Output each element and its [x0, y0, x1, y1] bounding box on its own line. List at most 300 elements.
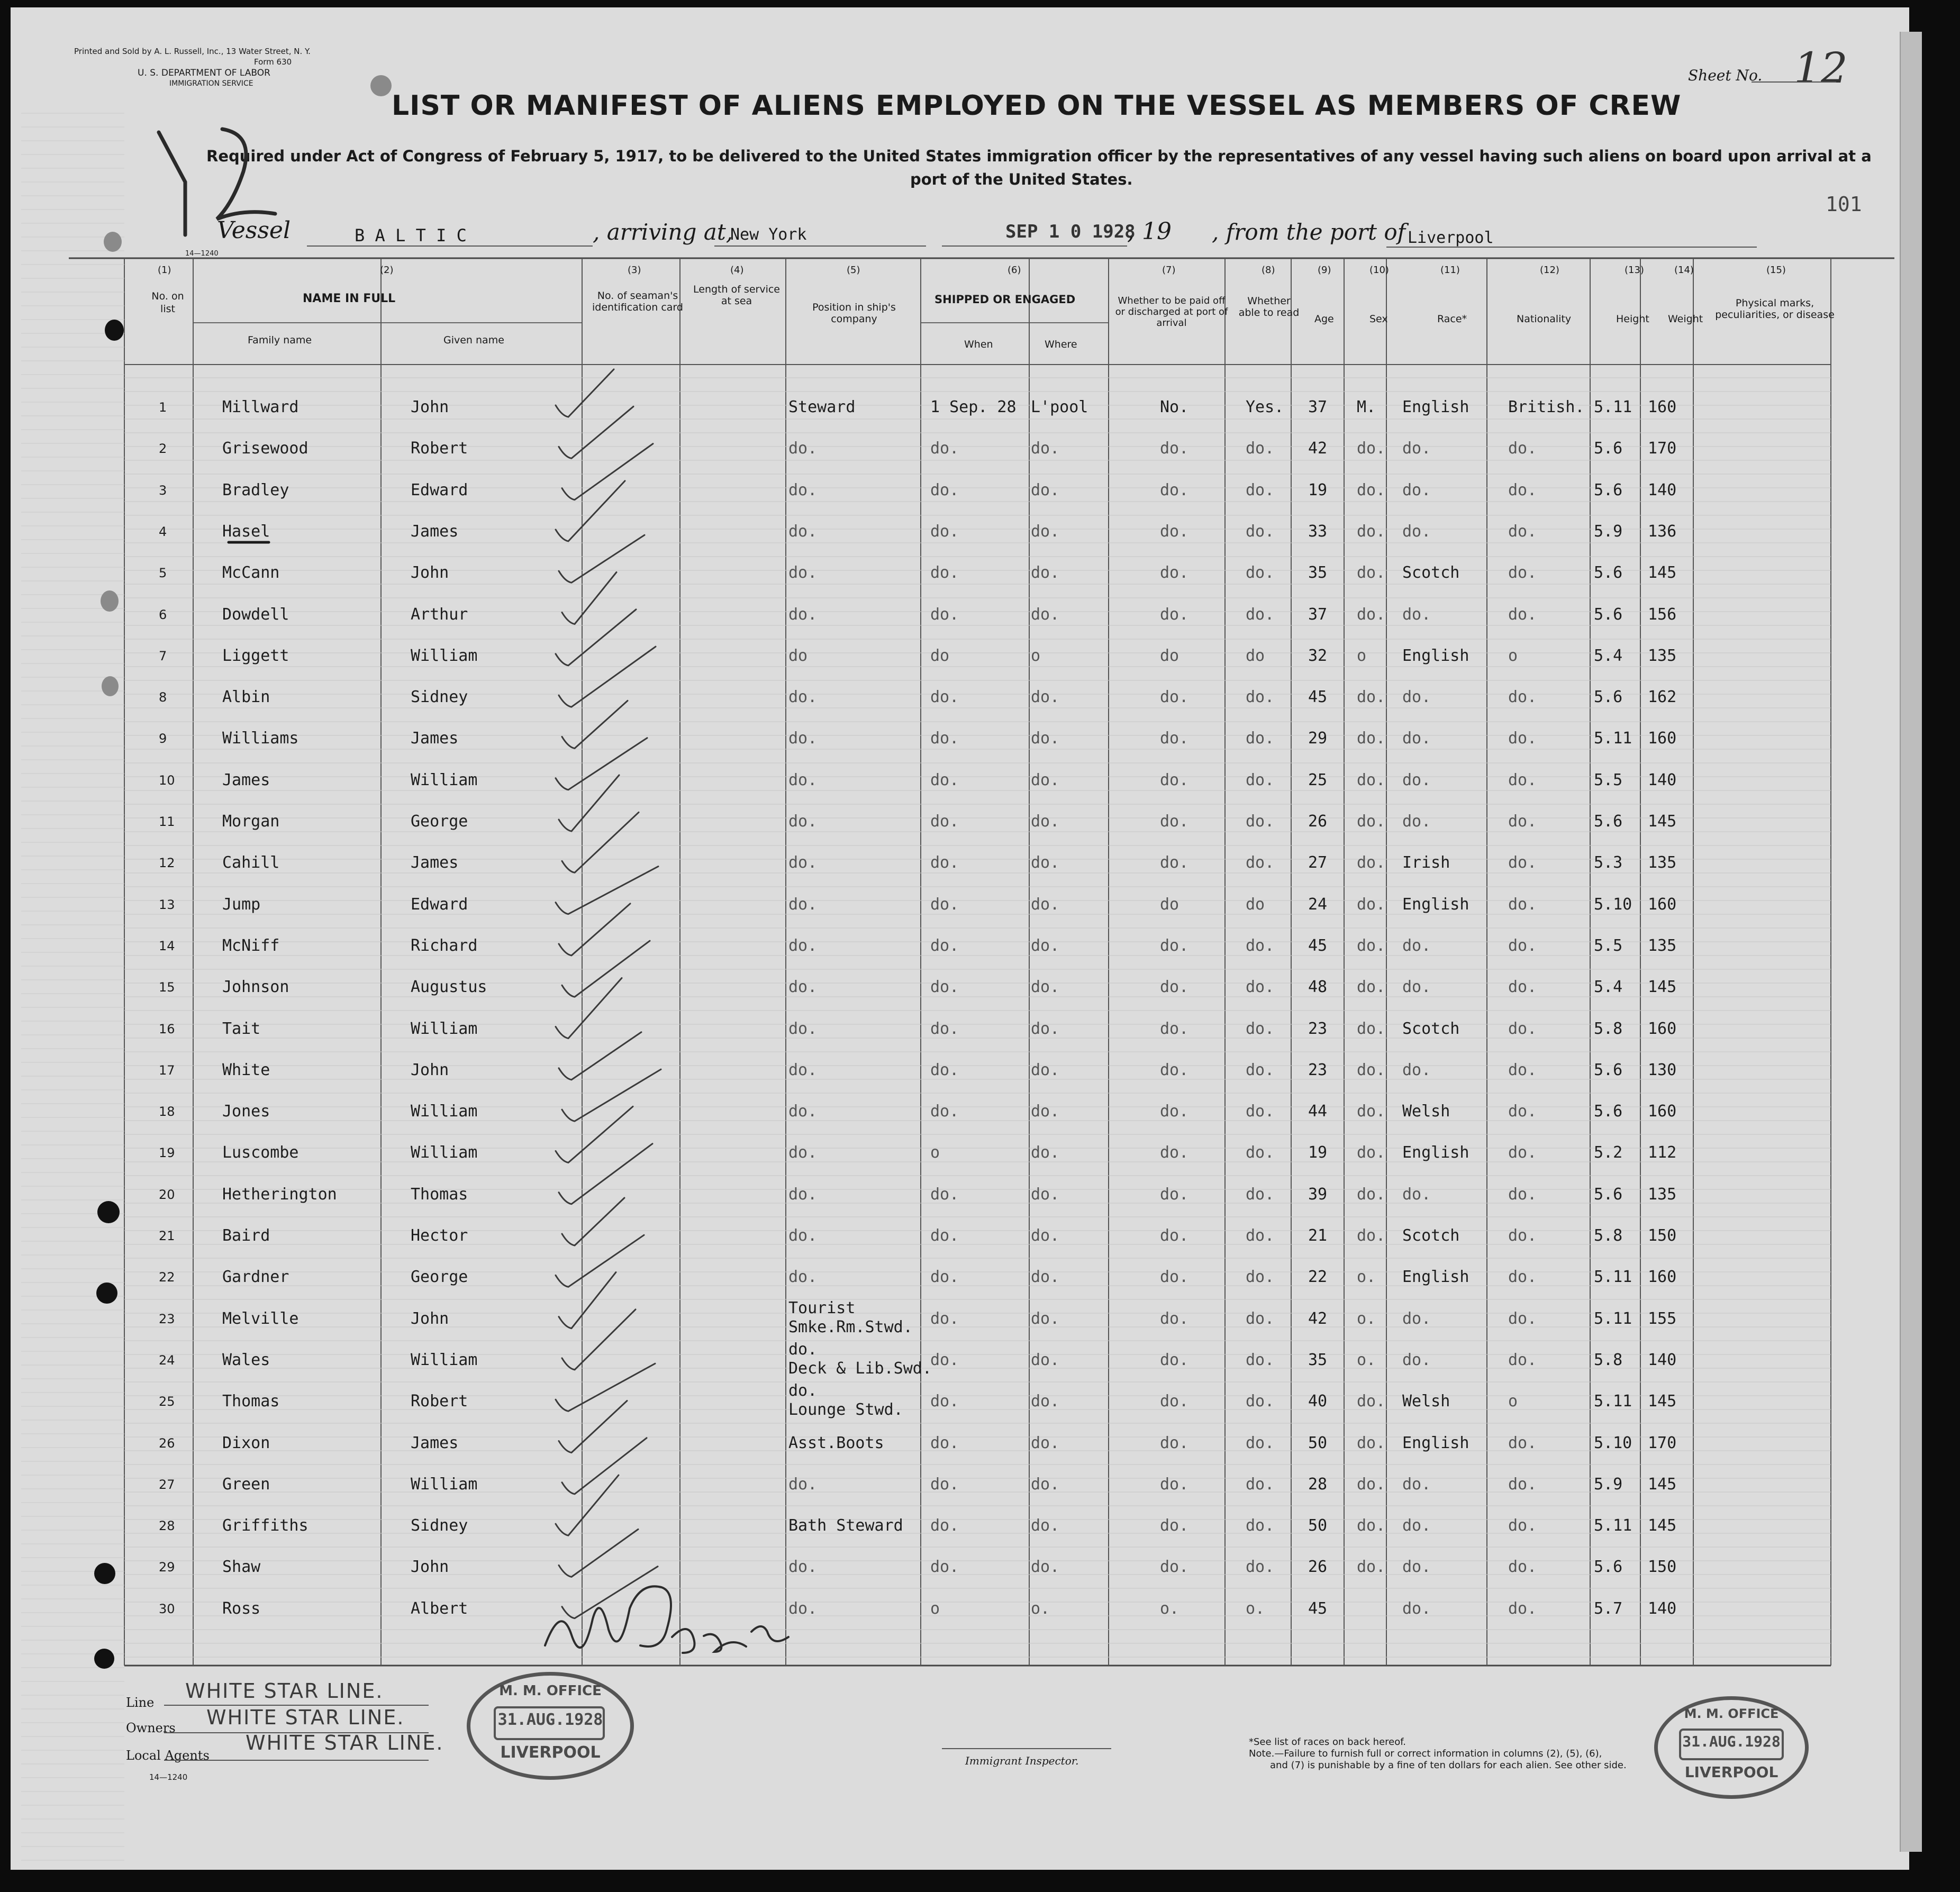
cell-position: do.: [788, 522, 818, 541]
cell-age: 23: [1308, 1019, 1328, 1038]
col8-number: (8): [1262, 265, 1275, 276]
cell-weight: 135: [1648, 936, 1677, 955]
cell-race: do.: [1402, 812, 1431, 831]
year-label: , 19: [1127, 218, 1172, 245]
cell-sex: do.: [1357, 936, 1386, 955]
agents-label: Local Agents: [126, 1748, 210, 1763]
cell-paid: do.: [1160, 688, 1189, 707]
cell-when: do.: [930, 605, 959, 624]
col12-number: (12): [1540, 265, 1559, 276]
cell-height: 5.3: [1594, 853, 1623, 872]
cell-given: John: [411, 1309, 449, 1328]
col6b-header: Where: [1045, 339, 1077, 350]
cell-race: do.: [1402, 439, 1431, 458]
note-line-1: Note.—Failure to furnish full or correct information in columns (2), (5), (6),: [1249, 1748, 1602, 1759]
cell-paid: do.: [1160, 1060, 1189, 1079]
cell-paid: do.: [1160, 812, 1189, 831]
cell-sex: do.: [1357, 439, 1386, 458]
cell-given: Sidney: [411, 688, 468, 707]
cell-race: do.: [1402, 770, 1431, 789]
cell-age: 45: [1308, 688, 1328, 707]
cell-where: do.: [1031, 1268, 1060, 1287]
inspector-label: Immigrant Inspector.: [965, 1754, 1079, 1767]
col11-number: (11): [1440, 265, 1460, 276]
cell-read: o.: [1246, 1599, 1265, 1618]
checkmark: [559, 1144, 652, 1204]
cell-family: Wales: [222, 1350, 270, 1369]
col1-number: (1): [158, 265, 171, 276]
cell-family: Dixon: [222, 1433, 270, 1452]
cell-age: 40: [1308, 1392, 1328, 1411]
cell-family: Baird: [222, 1226, 270, 1245]
cell-age: 22: [1308, 1268, 1328, 1287]
cell-age: 21: [1308, 1226, 1328, 1245]
cell-height: 5.8: [1594, 1226, 1623, 1245]
cell-height: 5.9: [1594, 522, 1623, 541]
cell-where: do.: [1031, 1475, 1060, 1494]
cell-nat: o: [1508, 1392, 1518, 1411]
vessel-label: Vessel: [217, 217, 291, 244]
form-code-bottom: 14—1240: [149, 1772, 188, 1782]
cell-when: do.: [930, 895, 959, 914]
cell-position: do.: [788, 729, 818, 748]
cell-when: do.: [930, 563, 959, 583]
cell-weight: 112: [1648, 1143, 1677, 1162]
cell-nat: do.: [1508, 480, 1537, 499]
cell-no: 21: [159, 1229, 175, 1243]
cell-family: Dowdell: [222, 605, 289, 624]
cell-no: 5: [159, 566, 167, 581]
cell-where: do.: [1031, 1060, 1060, 1079]
cell-no: 20: [159, 1187, 175, 1202]
cell-height: 5.8: [1594, 1019, 1623, 1038]
cell-paid: do.: [1160, 978, 1189, 997]
cell-when: do.: [930, 1475, 959, 1494]
cell-read: do.: [1246, 853, 1275, 872]
cell-sex: do.: [1357, 812, 1386, 831]
cell-age: 29: [1308, 729, 1328, 748]
cell-read: do.: [1246, 1350, 1275, 1369]
manifest-sheet: [11, 7, 1909, 1870]
cell-race: do.: [1402, 1060, 1431, 1079]
cell-nat: do.: [1508, 1185, 1537, 1204]
cell-when: do.: [930, 1185, 959, 1204]
cell-nat: do.: [1508, 1433, 1537, 1452]
checkmark: [559, 1529, 638, 1577]
cell-weight: 145: [1648, 563, 1677, 583]
handwritten-corner-mark: [217, 129, 275, 219]
cell-nat: do.: [1508, 978, 1537, 997]
cell-nat: do.: [1508, 812, 1537, 831]
cell-where: do.: [1031, 978, 1060, 997]
cell-position: do.: [788, 936, 818, 955]
cell-sex: do.: [1357, 1392, 1386, 1411]
cell-nat: do.: [1508, 1060, 1537, 1079]
cell-no: 24: [159, 1352, 175, 1368]
cell-family: James: [222, 770, 270, 789]
cell-nat: o: [1508, 646, 1518, 665]
checkmark: [556, 867, 658, 914]
cell-given: George: [411, 812, 468, 831]
cell-paid: do.: [1160, 1433, 1189, 1452]
cell-height: 5.11: [1594, 1516, 1632, 1535]
cell-read: do.: [1246, 1268, 1275, 1287]
col2b-header: Given name: [443, 334, 504, 346]
cell-nat: do.: [1508, 1516, 1537, 1535]
cell-weight: 160: [1648, 729, 1677, 748]
cell-sex: do.: [1357, 1143, 1386, 1162]
cell-sex: o.: [1357, 1309, 1376, 1328]
cell-age: 50: [1308, 1433, 1328, 1452]
cell-given: Robert: [411, 439, 468, 458]
col6-number: (6): [1008, 265, 1021, 276]
cell-when: do.: [930, 729, 959, 748]
cell-where: do.: [1031, 439, 1060, 458]
cell-family: Hetherington: [222, 1185, 337, 1204]
cell-when: o: [930, 1599, 940, 1618]
cell-read: do.: [1246, 1433, 1275, 1452]
cell-paid: do.: [1160, 729, 1189, 748]
col5-number: (5): [847, 265, 860, 276]
cell-family: Shaw: [222, 1558, 261, 1577]
cell-no: 2: [159, 441, 167, 457]
owners-value: WHITE STAR LINE.: [206, 1706, 405, 1729]
cell-weight: 145: [1648, 1475, 1677, 1494]
cell-race: Scotch: [1402, 563, 1460, 583]
cell-paid: No.: [1160, 398, 1189, 416]
cell-sex: do.: [1357, 853, 1386, 872]
cell-paid: do.: [1160, 1185, 1189, 1204]
cell-nat: do.: [1508, 1558, 1537, 1577]
binder-hole: [370, 75, 392, 96]
cell-family: Cahill: [222, 853, 280, 872]
cell-age: 19: [1308, 480, 1328, 499]
cell-read: do.: [1246, 688, 1275, 707]
cell-no: 30: [159, 1601, 175, 1616]
cell-where: do.: [1031, 480, 1060, 499]
cell-when: do.: [930, 936, 959, 955]
cell-paid: do.: [1160, 1350, 1189, 1369]
cell-weight: 160: [1648, 1019, 1677, 1038]
cell-weight: 160: [1648, 895, 1677, 914]
cell-paid: do.: [1160, 1392, 1189, 1411]
cell-read: do.: [1246, 1309, 1275, 1328]
cell-read: do.: [1246, 978, 1275, 997]
cell-age: 25: [1308, 770, 1328, 789]
col2-header: NAME IN FULL: [303, 292, 396, 305]
col6a-header: When: [964, 339, 993, 350]
cell-when: do.: [930, 439, 959, 458]
cell-paid: do.: [1160, 605, 1189, 624]
cell-height: 5.8: [1594, 1350, 1623, 1369]
cell-sex: do.: [1357, 480, 1386, 499]
cell-position: do.: [788, 688, 818, 707]
cell-sex: do.: [1357, 688, 1386, 707]
cell-given: John: [411, 398, 449, 416]
cell-paid: do: [1160, 895, 1179, 914]
cell-family: Luscombe: [222, 1143, 299, 1162]
cell-position: do. Lounge Stwd.: [788, 1381, 903, 1420]
cell-where: do.: [1031, 1516, 1060, 1535]
cell-position: do.: [788, 1019, 818, 1038]
cell-nat: do.: [1508, 770, 1537, 789]
cell-given: James: [411, 522, 459, 541]
cell-given: William: [411, 1019, 478, 1038]
cell-given: Thomas: [411, 1185, 468, 1204]
cell-age: 27: [1308, 853, 1328, 872]
cell-sex: do.: [1357, 1558, 1386, 1577]
cell-paid: do.: [1160, 936, 1189, 955]
binder-hole: [102, 676, 119, 696]
cell-position: do.: [788, 480, 818, 499]
cell-race: English: [1402, 1268, 1469, 1287]
cell-read: do: [1246, 646, 1265, 665]
cell-no: 25: [159, 1394, 175, 1409]
cell-no: 14: [159, 938, 175, 953]
cell-position: do.: [788, 439, 818, 458]
cell-given: William: [411, 646, 478, 665]
cell-position: do. Deck & Lib.Swd.: [788, 1340, 932, 1378]
cell-race: Welsh: [1402, 1102, 1450, 1121]
cell-height: 5.11: [1594, 398, 1632, 416]
cell-age: 33: [1308, 522, 1328, 541]
cell-where: do.: [1031, 729, 1060, 748]
cell-nat: do.: [1508, 1309, 1537, 1328]
cell-sex: do.: [1357, 1060, 1386, 1079]
cell-age: 42: [1308, 1309, 1328, 1328]
arriving-label: , arriving at,: [593, 219, 733, 245]
cell-where: do.: [1031, 1102, 1060, 1121]
cell-height: 5.6: [1594, 1558, 1623, 1577]
col12-header: Nationality: [1517, 313, 1572, 325]
cell-race: do.: [1402, 605, 1431, 624]
cell-height: 5.6: [1594, 1185, 1623, 1204]
cell-nat: do.: [1508, 1350, 1537, 1369]
checkmark: [562, 941, 650, 997]
cell-given: John: [411, 1558, 449, 1577]
cell-paid: do.: [1160, 1475, 1189, 1494]
cell-paid: do: [1160, 646, 1179, 665]
cell-weight: 170: [1648, 1433, 1677, 1452]
underlying-page-edge: [1900, 32, 1922, 1852]
subtitle-line-2: port of the United States.: [910, 170, 1133, 188]
cell-sex: do.: [1357, 1475, 1386, 1494]
cell-race: Scotch: [1402, 1226, 1460, 1245]
cell-age: 42: [1308, 439, 1328, 458]
cell-when: do.: [930, 853, 959, 872]
cell-given: William: [411, 770, 478, 789]
cell-height: 5.7: [1594, 1599, 1623, 1618]
cell-when: do.: [930, 978, 959, 997]
printer-line: Printed and Sold by A. L. Russell, Inc., 13 Water Street, N. Y.: [74, 47, 311, 56]
cell-family: McNiff: [222, 936, 280, 955]
cell-given: Albert: [411, 1599, 468, 1618]
cell-race: English: [1402, 895, 1469, 914]
sheet-number: 12: [1794, 43, 1848, 93]
cell-family: Millward: [222, 398, 299, 416]
cell-height: 5.6: [1594, 439, 1623, 458]
cell-sex: o: [1357, 646, 1367, 665]
cell-race: do.: [1402, 729, 1431, 748]
cell-height: 5.11: [1594, 729, 1632, 748]
cell-weight: 135: [1648, 646, 1677, 665]
cell-age: 26: [1308, 1558, 1328, 1577]
cell-nat: do.: [1508, 895, 1537, 914]
cell-weight: 150: [1648, 1558, 1677, 1577]
form-number: Form 630: [254, 57, 292, 67]
cell-height: 5.6: [1594, 563, 1623, 583]
cell-nat: do.: [1508, 1102, 1537, 1121]
cell-family: Morgan: [222, 812, 280, 831]
cell-family: Grisewood: [222, 439, 308, 458]
cell-when: do.: [930, 770, 959, 789]
cell-height: 5.4: [1594, 646, 1623, 665]
col7-number: (7): [1162, 265, 1176, 276]
cell-when: o: [930, 1143, 940, 1162]
cell-where: do.: [1031, 1558, 1060, 1577]
cell-when: do.: [930, 812, 959, 831]
cell-where: do.: [1031, 1185, 1060, 1204]
binder-hole: [105, 320, 124, 341]
cell-height: 5.5: [1594, 770, 1623, 789]
cell-family: Liggett: [222, 646, 289, 665]
cell-age: 44: [1308, 1102, 1328, 1121]
cell-given: James: [411, 853, 459, 872]
col9-number: (9): [1318, 265, 1331, 276]
cell-age: 45: [1308, 936, 1328, 955]
col2a-header: Family name: [248, 334, 312, 346]
cell-paid: do.: [1160, 1309, 1189, 1328]
col6-header: SHIPPED OR ENGAGED: [934, 293, 1076, 306]
cell-family: Williams: [222, 729, 299, 748]
cell-where: do.: [1031, 1143, 1060, 1162]
cell-nat: do.: [1508, 729, 1537, 748]
cell-family: McCann: [222, 563, 280, 583]
col3-header: No. of seaman's identification card: [592, 290, 683, 313]
cell-given: John: [411, 1060, 449, 1079]
cell-no: 13: [159, 897, 175, 912]
col9-header: Age: [1314, 313, 1334, 325]
cell-read: do.: [1246, 605, 1275, 624]
cell-no: 26: [159, 1435, 175, 1451]
department: U. S. DEPARTMENT OF LABOR: [138, 68, 270, 78]
cell-read: do.: [1246, 563, 1275, 583]
cell-weight: 145: [1648, 812, 1677, 831]
cell-paid: do.: [1160, 439, 1189, 458]
cell-paid: do.: [1160, 770, 1189, 789]
cell-weight: 140: [1648, 770, 1677, 789]
cell-age: 48: [1308, 978, 1328, 997]
cell-family: Jump: [222, 895, 261, 914]
cell-race: do.: [1402, 1185, 1431, 1204]
cell-no: 4: [159, 524, 167, 539]
cell-no: 29: [159, 1560, 175, 1575]
cell-where: do.: [1031, 688, 1060, 707]
cell-no: 12: [159, 856, 175, 871]
cell-no: 16: [159, 1021, 175, 1036]
cell-read: do.: [1246, 729, 1275, 748]
cell-given: William: [411, 1475, 478, 1494]
cell-no: 19: [159, 1145, 175, 1161]
cell-position: do.: [788, 1226, 818, 1245]
cell-sex: do.: [1357, 1102, 1386, 1121]
cell-age: 23: [1308, 1060, 1328, 1079]
cell-weight: 145: [1648, 1392, 1677, 1411]
cell-when: 1 Sep. 28: [930, 398, 1017, 416]
checkmark: [559, 535, 645, 583]
cell-height: 5.5: [1594, 936, 1623, 955]
cell-when: do: [930, 646, 950, 665]
cell-position: do.: [788, 1143, 818, 1162]
cell-where: do.: [1031, 895, 1060, 914]
cell-when: do.: [930, 1060, 959, 1079]
binder-hole: [97, 1201, 120, 1223]
col14-number: (14): [1674, 265, 1694, 276]
cell-sex: o.: [1357, 1268, 1376, 1287]
cell-read: do.: [1246, 1558, 1275, 1577]
cell-when: do.: [930, 688, 959, 707]
arriving-port: New York: [730, 225, 807, 244]
col11-header: Race*: [1437, 313, 1467, 325]
checkmark: [562, 1069, 661, 1121]
cell-weight: 162: [1648, 688, 1677, 707]
cell-weight: 140: [1648, 1350, 1677, 1369]
cell-no: 27: [159, 1477, 175, 1492]
cell-sex: do.: [1357, 605, 1386, 624]
checkmark: [562, 1309, 636, 1370]
cell-when: do.: [930, 522, 959, 541]
cell-race: do.: [1402, 1558, 1431, 1577]
cell-family: Jones: [222, 1102, 270, 1121]
cell-age: 50: [1308, 1516, 1328, 1535]
checkmark: [559, 1032, 641, 1080]
col14-header: Weight: [1668, 313, 1703, 325]
subtitle-line-1: Required under Act of Congress of February 5, 1917, to be delivered to the United States immigration officer by the representatives of any vessel having such aliens on board upon arrival at a: [206, 147, 1872, 165]
cell-given: William: [411, 1350, 478, 1369]
cell-weight: 136: [1648, 522, 1677, 541]
cell-weight: 160: [1648, 1268, 1677, 1287]
cell-sex: do.: [1357, 522, 1386, 541]
cell-family: Tait: [222, 1019, 261, 1038]
cell-race: English: [1402, 1433, 1469, 1452]
cell-where: do.: [1031, 1350, 1060, 1369]
binder-hole: [104, 232, 122, 252]
page-stamp-number: 101: [1826, 193, 1862, 216]
cell-sex: do.: [1357, 563, 1386, 583]
cell-height: 5.6: [1594, 1102, 1623, 1121]
cell-where: do.: [1031, 1226, 1060, 1245]
cell-where: o.: [1031, 1599, 1050, 1618]
cell-weight: 160: [1648, 1102, 1677, 1121]
cell-height: 5.10: [1594, 1433, 1632, 1452]
cell-where: do.: [1031, 1019, 1060, 1038]
cell-when: do.: [930, 1268, 959, 1287]
cell-position: do.: [788, 812, 818, 831]
cell-read: do.: [1246, 1516, 1275, 1535]
cell-position: do.: [788, 1102, 818, 1121]
cell-height: 5.11: [1594, 1392, 1632, 1411]
col1-header: No. on list: [151, 290, 184, 315]
cell-family: Ross: [222, 1599, 261, 1618]
cell-height: 5.6: [1594, 605, 1623, 624]
cell-sex: do.: [1357, 1185, 1386, 1204]
cell-where: do.: [1031, 812, 1060, 831]
cell-given: Augustus: [411, 978, 487, 997]
cell-no: 28: [159, 1518, 175, 1534]
cell-read: do.: [1246, 936, 1275, 955]
cell-sex: do.: [1357, 729, 1386, 748]
cell-weight: 170: [1648, 439, 1677, 458]
